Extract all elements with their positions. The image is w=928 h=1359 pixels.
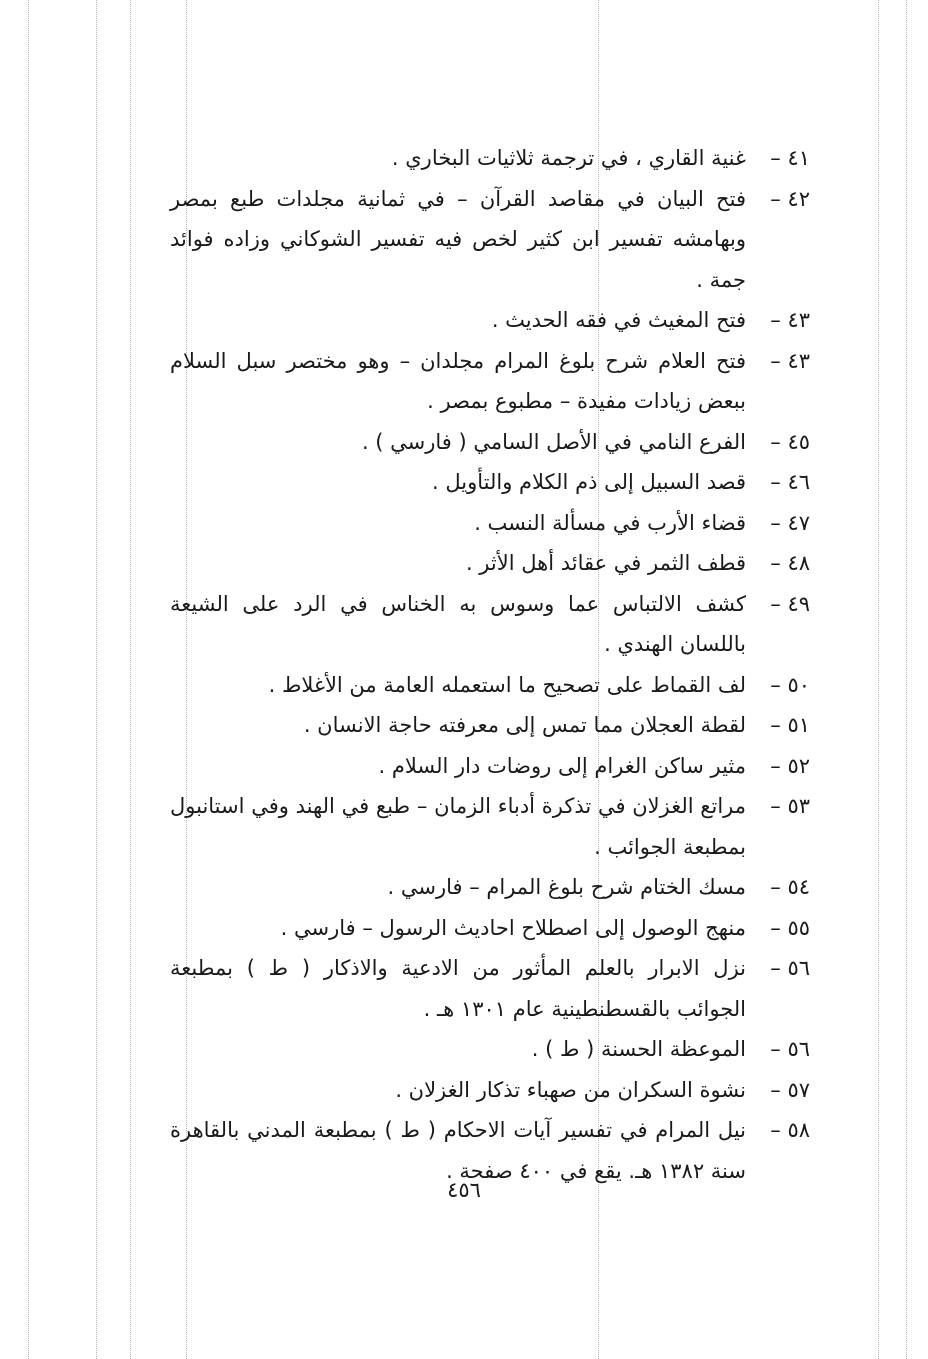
item-number: ٤٢ – <box>770 186 810 211</box>
scan-artifact-line <box>878 0 879 1359</box>
item-text: الموعظة الحسنة ( ط ) . <box>531 1037 746 1061</box>
item-text: قصد السبيل إلى ذم الكلام والتأويل . <box>432 470 746 494</box>
list-item <box>170 948 810 1029</box>
item-number: ٥٧ – <box>770 1077 810 1102</box>
list-item <box>170 786 810 867</box>
list-item <box>170 867 810 908</box>
item-text: نزل الابرار بالعلم المأثور من الادعية والاذكار ( ط ) بمطبعة الجوائب بالقسطنطينية عام ١٣٠١ هـ . <box>170 956 746 1021</box>
item-text: قضاء الأرب في مسألة النسب . <box>474 510 746 535</box>
item-number: ٥١ – <box>770 713 810 737</box>
item-text: فتح المغيث في فقه الحديث . <box>491 308 746 332</box>
item-text: فتح البيان في مقاصد القرآن – في ثمانية مجلدات طبع بمصر وبهامشه تفسير ابن كثير لخص فيه تفسير الشوكاني وزاده فوائد جمة . <box>170 186 746 292</box>
item-number: ٤٦ – <box>770 470 810 494</box>
scan-artifact-line <box>96 0 97 1359</box>
item-text: فتح العلام شرح بلوغ المرام مجلدان – وهو مختصر سبل السلام ببعض زيادات مفيدة – مطبوع بمصر . <box>170 348 746 413</box>
item-number: ٥٢ – <box>770 753 810 778</box>
list-item <box>170 179 810 301</box>
item-text: مسك الختام شرح بلوغ المرام – فارسي . <box>387 875 746 899</box>
list-item <box>170 746 810 787</box>
item-number: ٤٣ – <box>770 348 810 373</box>
item-number: ٤٧ – <box>770 510 810 535</box>
list-item <box>170 341 810 422</box>
item-text: الفرع النامي في الأصل السامي ( فارسي ) . <box>361 429 746 454</box>
item-text: نشوة السكران من صهباء تذكار الغزلان . <box>395 1077 746 1102</box>
scan-artifact-line <box>28 0 29 1359</box>
list-item <box>170 1029 810 1070</box>
list-item <box>170 908 810 949</box>
list-item <box>170 300 810 341</box>
item-number: ٤٥ – <box>770 429 810 454</box>
item-number: ٥٥ – <box>770 915 810 940</box>
item-text: مثير ساكن الغرام إلى روضات دار السلام . <box>378 753 746 778</box>
item-text: لقطة العجلان مما تمس إلى معرفته حاجة الانسان . <box>303 713 746 737</box>
item-number: ٤٣ – <box>770 308 810 332</box>
item-text: غنية القاري ، في ترجمة ثلاثيات البخاري . <box>391 146 746 170</box>
scan-artifact-line <box>130 0 131 1359</box>
item-text: منهج الوصول إلى اصطلاح احاديث الرسول – فارسي . <box>280 915 746 940</box>
item-number: ٥٣ – <box>770 794 810 818</box>
item-number: ٥٦ – <box>770 1037 810 1061</box>
list-item <box>170 665 810 706</box>
item-number: ٤١ – <box>770 146 810 170</box>
list-item <box>170 705 810 746</box>
list-item <box>170 462 810 503</box>
list-item <box>170 503 810 544</box>
item-number: ٤٨ – <box>770 551 810 575</box>
list-item <box>170 584 810 665</box>
scan-artifact-line <box>906 0 907 1359</box>
item-text: قطف الثمر في عقائد أهل الأثر . <box>465 551 746 575</box>
item-text: نيل المرام في تفسير آيات الاحكام ( ط ) بمطبعة المدني بالقاهرة سنة ١٣٨٢ هـ. يقع في ٤٠٠ صفحة . <box>170 1118 746 1183</box>
item-text: لف القماط على تصحيح ما استعمله العامة من الأغلاط . <box>268 672 746 697</box>
list-item <box>170 138 810 179</box>
bibliography-list <box>170 138 810 1191</box>
list-item <box>170 1070 810 1111</box>
item-number: ٥٦ – <box>770 956 810 980</box>
item-text: كشف الالتباس عما وسوس به الخناس في الرد على الشيعة باللسان الهندي . <box>170 591 746 656</box>
item-number: ٥٠ – <box>770 672 810 697</box>
list-item <box>170 543 810 584</box>
item-number: ٥٤ – <box>770 875 810 899</box>
item-number: ٤٩ – <box>770 591 810 616</box>
list-item <box>170 422 810 463</box>
page-number: ٤٥٦ <box>447 1178 481 1202</box>
item-text: مراتع الغزلان في تذكرة أدباء الزمان – طبع في الهند وفي استانبول بمطبعة الجوائب . <box>170 794 746 859</box>
item-number: ٥٨ – <box>770 1118 810 1142</box>
